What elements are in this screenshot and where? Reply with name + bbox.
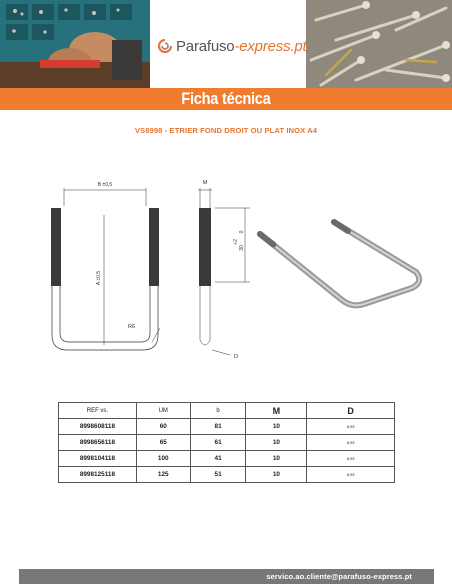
cell-m: 10 <box>246 435 307 451</box>
cell-d: 8,93 <box>307 451 395 467</box>
cell-b: 61 <box>190 435 246 451</box>
spec-table <box>58 402 395 483</box>
header-photo-screws <box>306 0 452 88</box>
cell-um: 125 <box>136 467 190 483</box>
cell-ref: 8998608118 <box>59 419 137 435</box>
page-footer <box>19 569 434 584</box>
table-row <box>59 451 395 467</box>
thread-length-value: 30 <box>239 245 245 251</box>
header-photo-workshop <box>0 0 150 88</box>
dimension-m-label: M <box>202 180 208 186</box>
table-row <box>59 435 395 451</box>
thread-length-tolerance: +2 <box>233 239 239 245</box>
header-ref: REF vs. <box>59 403 137 419</box>
table-header-row <box>59 403 395 419</box>
brand-logo[interactable] <box>158 36 306 56</box>
cell-b: 81 <box>190 419 246 435</box>
product-title: VS8998 - ETRIER FOND DROIT OU PLAT INOX A4 <box>134 126 318 135</box>
cell-um: 100 <box>136 451 190 467</box>
cell-m: 10 <box>246 467 307 483</box>
dimension-d-label: D <box>234 354 238 360</box>
cell-m: 10 <box>246 419 307 435</box>
cell-d: 8,93 <box>307 419 395 435</box>
u-bolt-photo <box>252 218 424 318</box>
cell-d: 8,93 <box>307 467 395 483</box>
cell-ref: 8998104118 <box>59 451 137 467</box>
brand-mark-icon <box>158 39 172 53</box>
cell-b: 51 <box>190 467 246 483</box>
header-m: M <box>246 403 307 419</box>
datasheet-banner <box>0 88 452 110</box>
cell-d: 8,93 <box>307 435 395 451</box>
banner-title: Ficha técnica <box>181 89 271 108</box>
header-um: UM <box>136 403 190 419</box>
cell-um: 65 <box>136 435 190 451</box>
brand-name: Parafuso-express.pt <box>176 37 307 55</box>
dimension-a-label: A ±0,5 <box>96 270 102 286</box>
header-b: b <box>190 403 246 419</box>
header-d: D <box>307 403 395 419</box>
cell-b: 41 <box>190 451 246 467</box>
thread-length-zero: 0 <box>239 230 245 234</box>
dimension-b-label: B ±0,5 <box>97 182 113 188</box>
cell-ref: 8998656118 <box>59 435 137 451</box>
table-row <box>59 419 395 435</box>
cell-ref: 8998125118 <box>59 467 137 483</box>
radius-label: R6 <box>128 324 136 330</box>
technical-drawing <box>40 170 250 370</box>
customer-service-email[interactable]: servico.ao.cliente@parafuso-express.pt <box>266 572 412 581</box>
cell-um: 60 <box>136 419 190 435</box>
page-header <box>0 0 452 88</box>
table-row <box>59 467 395 483</box>
cell-m: 10 <box>246 451 307 467</box>
